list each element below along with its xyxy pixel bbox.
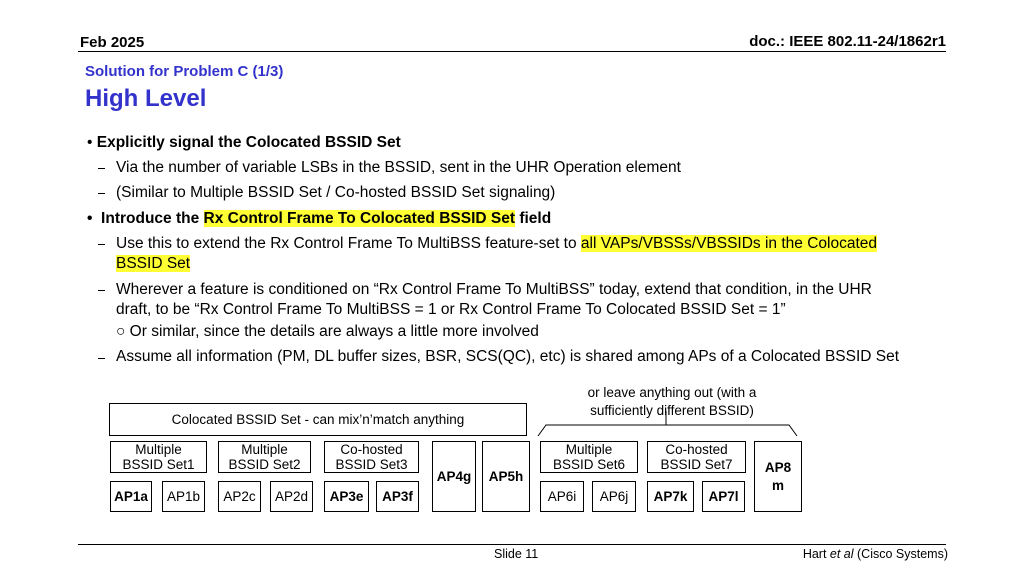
group-line-1: Co-hosted bbox=[665, 442, 728, 457]
group-line-1: Multiple bbox=[565, 442, 613, 457]
footer-author-suffix: (Cisco Systems) bbox=[853, 547, 948, 561]
group-line-2: BSSID Set7 bbox=[660, 457, 733, 472]
bullet-1-sub-2: (Similar to Multiple BSSID Set / Co-hosted BSSID Set signaling) bbox=[116, 184, 556, 201]
footer-author-prefix: Hart bbox=[802, 547, 830, 561]
ap-box-ap3e: AP3e bbox=[324, 481, 369, 512]
ap-box-ap4g: AP4g bbox=[432, 441, 476, 512]
group-line-2: BSSID Set3 bbox=[335, 457, 408, 472]
ap-box-ap7k: AP7k bbox=[647, 481, 694, 512]
leave-out-note-line-1: or leave anything out (with a bbox=[587, 385, 757, 400]
ap-box-ap6j: AP6j bbox=[592, 481, 636, 512]
ap-box-ap8m bbox=[754, 441, 802, 512]
ap-box-ap2c: AP2c bbox=[218, 481, 261, 512]
bullet-2-prefix: Introduce the bbox=[101, 210, 204, 227]
ap-box-ap5h: AP5h bbox=[482, 441, 530, 512]
ap8-line-1: AP8 bbox=[764, 460, 792, 475]
bullet-2-sub-1-highlight-2: BSSID Set bbox=[116, 255, 191, 272]
group-multiple-bssid-set2 bbox=[218, 441, 311, 473]
ap-box-ap1a: AP1a bbox=[110, 481, 152, 512]
header-doc-number: doc.: IEEE 802.11-24/1862r1 bbox=[749, 33, 946, 50]
group-line-1: Multiple bbox=[135, 442, 182, 457]
bullet-2-suffix: field bbox=[515, 210, 552, 227]
bullet-2-sub-2-line-2: draft, to be “Rx Control Frame To MultiBSS = 1 or Rx Control Frame To Colocated BSSID Set = 1” bbox=[116, 301, 786, 318]
group-multiple-bssid-set6 bbox=[540, 441, 638, 473]
bullet-2-sub-2-subsub-text: Or similar, since the details are always a little more involved bbox=[129, 323, 539, 340]
group-line-2: BSSID Set1 bbox=[122, 457, 195, 472]
ap-box-ap3f: AP3f bbox=[376, 481, 419, 512]
footer-author bbox=[803, 547, 948, 561]
group-line-2: BSSID Set6 bbox=[552, 457, 626, 472]
footer-author-etal: et al bbox=[829, 547, 854, 561]
bullet-2-highlight: Rx Control Frame To Colocated BSSID Set bbox=[203, 210, 516, 227]
bullet-2: • Introduce the Rx Control Frame To Colocated BSSID Set field bbox=[87, 210, 552, 227]
group-cohosted-bssid-set7 bbox=[647, 441, 746, 473]
slide-title: High Level bbox=[85, 85, 207, 112]
bullet-1-sub-1: Via the number of variable LSBs in the BSSID, sent in the UHR Operation element bbox=[116, 159, 681, 176]
ap8-line-2: m bbox=[771, 478, 784, 493]
ap-box-ap6i: AP6i bbox=[540, 481, 584, 512]
group-cohosted-bssid-set3 bbox=[324, 441, 419, 473]
footer-slide-number: Slide 11 bbox=[494, 547, 539, 561]
ap-box-ap2d: AP2d bbox=[270, 481, 313, 512]
bullet-1-text: Explicitly signal the Colocated BSSID Set bbox=[96, 134, 401, 151]
group-line-2: BSSID Set2 bbox=[228, 457, 301, 472]
ap-box-ap1b: AP1b bbox=[162, 481, 205, 512]
group-line-1: Co-hosted bbox=[340, 442, 403, 457]
bullet-2-sub-2-line-1: Wherever a feature is conditioned on “Rx Control Frame To MultiBSS” today, extend that condition, in the UHR bbox=[116, 281, 872, 298]
bullet-2-sub-1-highlight-1: all VAPs/VBSSs/VBSSIDs in the Colocated bbox=[580, 235, 877, 252]
bullet-2-sub-1-prefix: Use this to extend the Rx Control Frame To MultiBSS feature-set to bbox=[116, 235, 581, 252]
colocated-bssid-set-box: Colocated BSSID Set - can mix’n’match anything bbox=[109, 403, 527, 436]
group-multiple-bssid-set1 bbox=[110, 441, 207, 473]
group-line-1: Multiple bbox=[241, 442, 288, 457]
bullet-2-sub-2-subsub: ○ Or similar, since the details are always a little more involved bbox=[116, 323, 539, 340]
ap-box-ap7l: AP7l bbox=[702, 481, 745, 512]
footer-rule bbox=[78, 544, 946, 545]
header-date: Feb 2025 bbox=[80, 34, 145, 51]
bullet-2-sub-3: Assume all information (PM, DL buffer sizes, BSR, SCS(QC), etc) is shared among APs of a Colocated BSSID Set bbox=[116, 348, 900, 365]
bullet-1: • Explicitly signal the Colocated BSSID Set bbox=[87, 134, 401, 151]
slide-subtitle: Solution for Problem C (1/3) bbox=[85, 63, 284, 80]
leave-out-note-line-2: sufficiently different BSSID) bbox=[590, 403, 754, 418]
